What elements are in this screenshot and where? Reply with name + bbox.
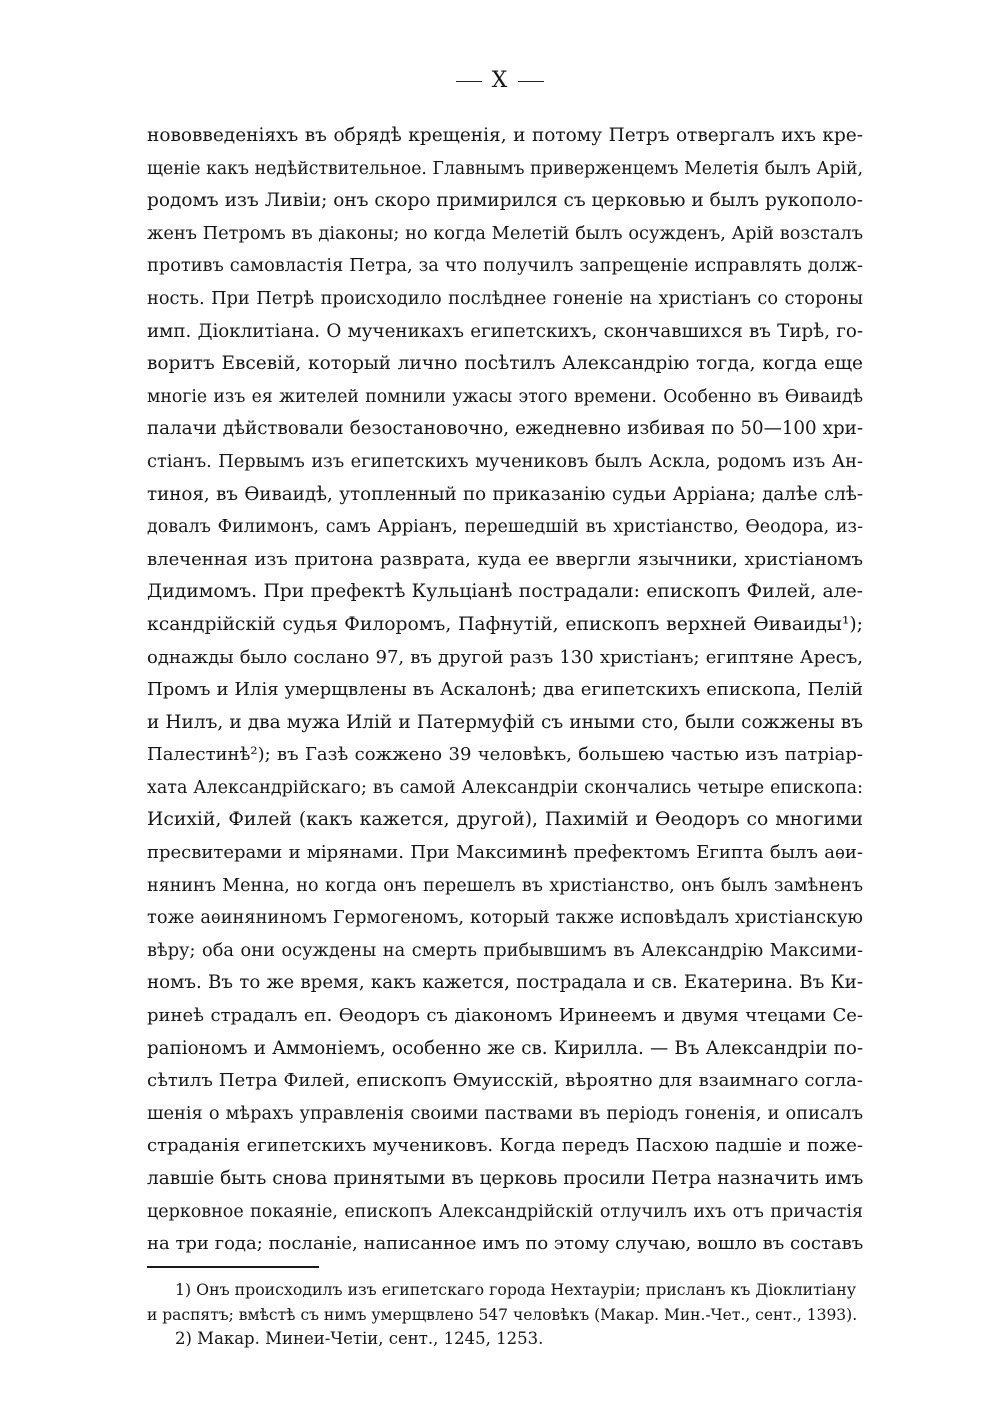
text-line: женъ Петромъ въ діаконы; но когда Мелетій былъ осужденъ, Арій возсталъ [147,223,863,244]
text-line: однажды было сослано 97, въ другой разъ 130 христіанъ; египтяне Аресъ, [147,646,863,668]
text-line: влеченная изъ притона разврата, куда ее ввергли язычники, христіаномъ [147,548,863,570]
text-line: Исихій, Филей (какъ кажется, другой), Пахимій и Ѳеодоръ со многими [147,809,863,831]
text-line: воритъ Евсевій, который лично посѣтилъ Александрію тогда, когда еще [147,353,863,375]
text-line: рапіономъ и Аммоніемъ, особенно же св. Кирилла. — Въ Александріи по- [147,1037,863,1059]
text-line: шенія о мѣрахъ управленія своими паствами въ періодъ гоненія, и описалъ [147,1103,863,1124]
text-line: тиноя, въ Ѳиваидѣ, утопленный по приказанію судьи Арріана; далѣе слѣ- [147,483,863,505]
text-line: противъ самовластія Петра, за что получилъ запрещеніе исправлять долж- [147,256,863,277]
text-line: родомъ изъ Ливіи; онъ скоро примирился съ церковью и былъ рукополо- [147,190,863,212]
footnote-2: 2) Макар. Минеи-Четіи, сент., 1245, 1253. [175,1329,544,1348]
text-line: многіе изъ ея жителей помнили ужасы этого времени. Особенно въ Ѳиваидѣ [147,386,863,407]
page-number: X [491,68,509,93]
text-line: Дидимомъ. При префектѣ Кульціанѣ пострадали: епископъ Филей, але- [147,581,863,603]
text-line: нянинъ Менна, но когда онъ перешелъ въ христіанство, онъ былъ замѣненъ [147,875,863,896]
text-line: Палестинѣ²); въ Газѣ сожжено 39 человѣкъ, большею частью изъ патріар- [147,744,863,766]
text-line: нововведеніяхъ въ обрядѣ крещенія, и потому Петръ отвергалъ ихъ кре- [147,125,863,146]
text-line: стіанъ. Первымъ изъ египетскихъ мучениковъ былъ Аскла, родомъ изъ Ан- [147,451,863,472]
text-line: ность. При Петрѣ происходило послѣднее гоненіе на христіанъ со стороны [147,288,863,309]
left-dash [456,81,482,82]
text-line: на три года; посланіе, написанное имъ по этому случаю, вошло въ составъ [147,1233,864,1255]
text-line: церковное покаяніе, епископъ Александрійскій отлучилъ ихъ отъ причастія [147,1201,863,1222]
text-line: довалъ Филимонъ, самъ Арріанъ, перешедшій въ христіанство, Ѳеодора, из- [147,517,863,538]
text-line: лавшіе быть снова принятыми въ церковь просили Петра назначить имъ [147,1168,864,1189]
footnote-1-line-2: и распятъ; вмѣстѣ съ нимъ умерщвлено 547 человѣкъ (Макар. Мин.-Чет., сент., 1393). [147,1305,858,1324]
footnote-1-line-1: 1) Онъ происходилъ изъ египетскаго города Нехтауріи; присланъ къ Діоклитіану [175,1280,856,1299]
text-line: ксандрійскій судья Филоромъ, Пафнутій, епископъ верхней Ѳиваиды¹); [147,613,863,635]
text-line: тоже аѳиняниномъ Гермогеномъ, который также исповѣдалъ христіанскую [147,908,863,929]
footnotes [147,1278,863,1352]
text-line: и Нилъ, и два мужа Илій и Патермуфій съ иными сто, были сожжены въ [147,711,863,733]
main-text [147,120,863,1261]
text-line: вѣру; оба они осуждены на смерть прибывшимъ въ Александрію Максими- [147,940,863,961]
text-line: пресвитерами и мірянами. При Максиминѣ префектомъ Египта былъ аѳи- [147,842,863,864]
footnote-divider [147,1266,319,1268]
text-line: сѣтилъ Петра Филей, епископъ Ѳмуисскій, вѣроятно для взаимнаго согла- [147,1070,863,1092]
right-dash [518,81,544,82]
text-line: номъ. Въ то же время, какъ кажется, пострадала и св. Екатерина. Въ Ки- [147,972,863,994]
text-line: щеніе какъ недѣйствительное. Главнымъ приверженцемъ Мелетія былъ Арій, [147,158,863,179]
running-head [0,68,1000,93]
text-line: страданія египетскихъ мучениковъ. Когда передъ Пасхою падшіе и поже- [147,1135,863,1157]
text-line: Промъ и Илія умерщвлены въ Аскалонѣ; два египетскихъ епископа, Пелій [147,679,863,701]
text-line: палачи дѣйствовали безостановочно, ежедневно избивая по 50—100 хри- [147,418,863,440]
text-line: имп. Діоклитіана. О мученикахъ египетскихъ, скончавшихся въ Тирѣ, го- [147,320,863,342]
text-line: хата Александрійскаго; въ самой Александріи скончались четыре епископа: [147,777,863,798]
text-line: ринеѣ страдалъ еп. Ѳеодоръ съ діакономъ Иринеемъ и двумя чтецами Се- [147,1005,863,1027]
